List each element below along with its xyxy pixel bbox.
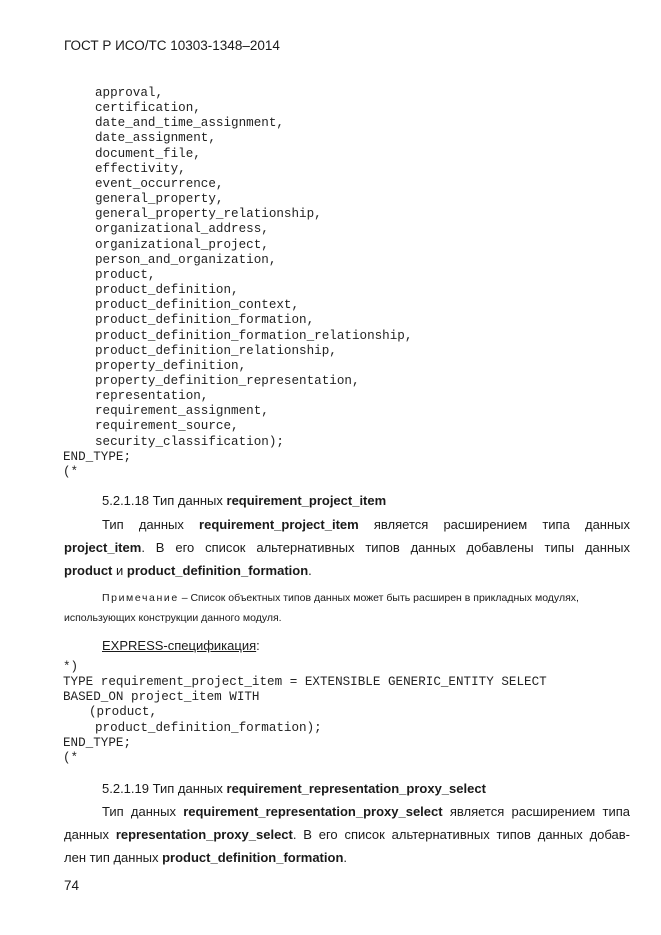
code-line: (* [63, 750, 79, 765]
code-line: general_property, [95, 192, 224, 207]
code-block-select-list [63, 86, 412, 480]
paragraph-line-3: лен тип данных product_definition_formation. [64, 850, 348, 865]
page-header: ГОСТ Р ИСО/ТС 10303-1348–2014 [64, 38, 280, 53]
code-block-express [63, 660, 547, 766]
code-line: event_occurrence, [95, 176, 224, 191]
paragraph-line-2: данных representation_proxy_select. В его список альтернативных типов данных добав- [64, 827, 630, 842]
code-line: general_property_relationship, [95, 207, 322, 222]
page-number: 74 [64, 878, 80, 893]
code-line: person_and_organization, [95, 252, 277, 267]
express-specification-label: EXPRESS-спецификация: [102, 638, 260, 653]
code-line: document_file, [95, 146, 201, 161]
code-line: date_and_time_assignment, [95, 116, 284, 131]
code-line: product_definition_formation, [95, 313, 315, 328]
code-line: product_definition_formation); [95, 720, 322, 735]
code-line: approval, [95, 86, 164, 100]
code-line: product_definition, [95, 283, 239, 298]
paragraph-line-1: Тип данных requirement_project_item является расширением типа данных [102, 517, 630, 532]
code-line: requirement_assignment, [95, 404, 269, 419]
paragraph-line-1: Тип данных requirement_representation_proxy_select является расширением типа [102, 804, 630, 819]
code-line: *) [63, 660, 79, 674]
paragraph-line-3: product и product_definition_formation. [64, 563, 312, 578]
code-line: (product, [89, 705, 158, 720]
code-line: certification, [95, 101, 201, 116]
note-line-1: Примечание – Список объектных типов данных может быть расширен в прикладных модулях, [102, 592, 579, 604]
code-line-comment-open: (* [63, 464, 79, 479]
code-line: effectivity, [95, 161, 186, 176]
code-line: product_definition_relationship, [95, 343, 337, 358]
code-line: organizational_address, [95, 222, 269, 237]
code-line: END_TYPE; [63, 735, 132, 750]
note-label: Примечание [102, 592, 179, 604]
code-line: product, [95, 267, 156, 282]
code-line: BASED_ON project_item WITH [63, 690, 260, 705]
code-line-end-type: END_TYPE; [63, 449, 132, 464]
code-line: requirement_source, [95, 419, 239, 434]
section-heading-5-2-1-19: 5.2.1.19 Тип данных requirement_representation_proxy_select [102, 781, 486, 796]
code-line: product_definition_formation_relationship, [95, 328, 413, 343]
paragraph-line-2: project_item. В его список альтернативных типов данных добавлены типы данных [64, 540, 630, 555]
code-line: organizational_project, [95, 237, 269, 252]
code-line: date_assignment, [95, 131, 216, 146]
code-line: product_definition_context, [95, 298, 300, 313]
note-line-2: использующих конструкции данного модуля. [64, 612, 282, 624]
code-line: security_classification); [95, 434, 284, 449]
section-heading-5-2-1-18: 5.2.1.18 Тип данных requirement_project_item [102, 493, 387, 508]
code-line: property_definition, [95, 358, 247, 373]
code-line: representation, [95, 389, 209, 404]
code-line: TYPE requirement_project_item = EXTENSIBLE GENERIC_ENTITY SELECT [63, 675, 547, 690]
code-line: property_definition_representation, [95, 373, 360, 388]
